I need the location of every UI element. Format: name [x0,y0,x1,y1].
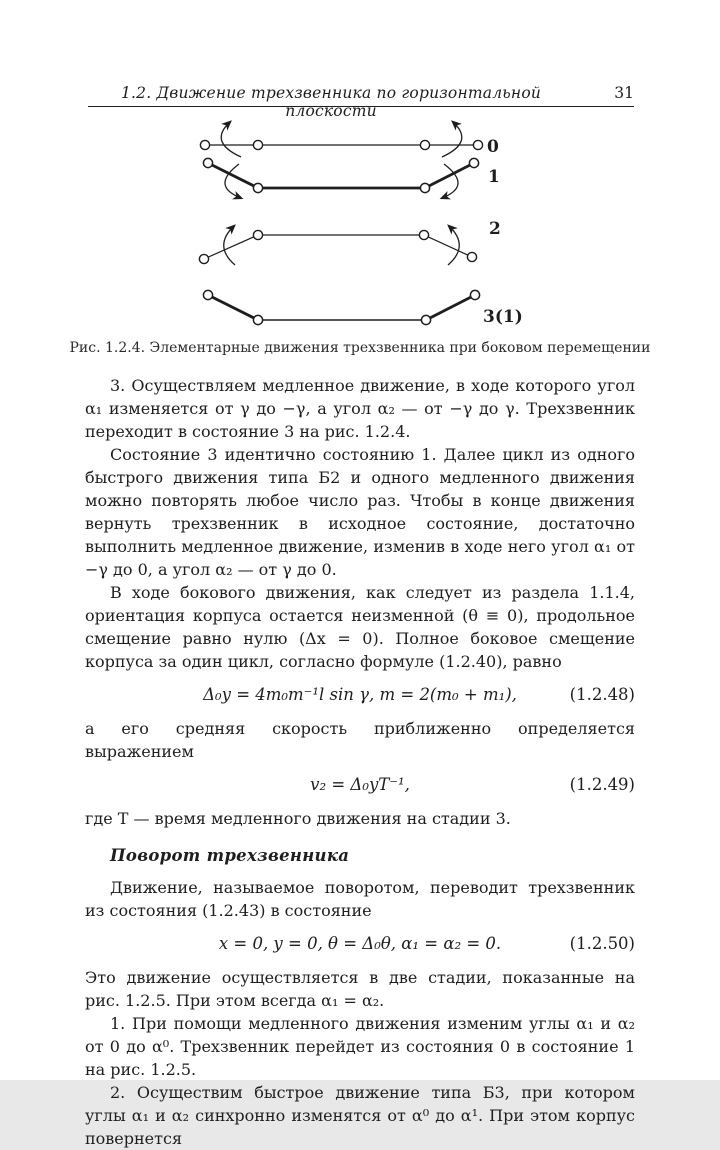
equation-number: (1.2.49) [569,775,635,794]
equation-1-2-50 [85,931,635,957]
paragraph-lateral-motion: В ходе бокового движения, как следует из раздела 1.1.4, ориентация корпуса остается неизменной (θ ≡ 0), продольное смещение равно нулю (Δx = 0). Полное боковое смещение корпуса за один цикл, согласно формуле (1.2.40), равно [85,583,635,671]
paragraph-avg-speed: а его средняя скорость приближенно определяется выражением [85,719,635,761]
linkage-state-3 [203,290,522,327]
paragraph-turn-intro: Движение, называемое поворотом, переводит трехзвенник из состояния (1.2.43) в состояние [85,878,635,920]
equation-number: (1.2.50) [569,934,635,953]
paragraph-stage2: 2. Осуществим быстрое движение типа Б3, при котором углы α₁ и α₂ синхронно изменятся от α⁰ до α¹. При этом корпус повернется [85,1083,635,1148]
header-rule [88,106,634,107]
equation-number: (1.2.48) [569,685,635,704]
equation-body: x = 0, y = 0, θ = Δ₀θ, α₁ = α₂ = 0. [218,934,502,953]
state-2-label: 2 [489,219,501,239]
state-3-label: 3(1) [483,307,523,327]
page-number: 31 [614,84,634,102]
linkage-figure [150,112,570,344]
body-text-column [85,374,635,1150]
equation-1-2-49 [85,772,635,798]
running-head [88,84,634,120]
state-1-label: 1 [488,167,500,187]
equation-body: v₂ = Δ₀yT⁻¹, [310,775,410,794]
paragraph-step3: 3. Осуществляем медленное движение, в ходе которого угол α₁ изменяется от γ до −γ, а угол α₂ — от −γ до γ. Трехзвенник переходит в состояние 3 на рис. 1.2.4. [85,376,635,441]
equation-body: Δ₀y = 4m₀m⁻¹l sin γ, m = 2(m₀ + m₁), [203,685,517,704]
running-head-title: 1.2. Движение трехзвенника по горизонтальной плоскости [120,84,542,120]
subsection-heading: Поворот трехзвенника [110,846,350,865]
linkage-state-0 [200,137,499,157]
paragraph-where-T: где T — время медленного движения на стадии 3. [85,809,511,828]
paragraph-stage1: 1. При помощи медленного движения изменим углы α₁ и α₂ от 0 до α⁰. Трехзвенник перейдет из состояния 0 в состояние 1 на рис. 1.2.5. [85,1014,635,1079]
state-0-label: 0 [487,137,499,157]
paragraph-cycle: Состояние 3 идентично состоянию 1. Далее цикл из одного быстрого движения типа Б2 и одного медленного движения можно повторять любое число раз. Чтобы в конце движения вернуть трехзвенник в исходное состояние, достаточно выполнить медленное движение, изменив в ходе него угол α₁ от −γ до 0, а угол α₂ — от γ до 0. [85,445,635,579]
paragraph-two-stages: Это движение осуществляется в две стадии, показанные на рис. 1.2.5. При этом всегда α₁ = α₂. [85,968,635,1010]
equation-1-2-48 [85,682,635,708]
figure-caption: Рис. 1.2.4. Элементарные движения трехзвенника при боковом перемещении [69,340,651,356]
